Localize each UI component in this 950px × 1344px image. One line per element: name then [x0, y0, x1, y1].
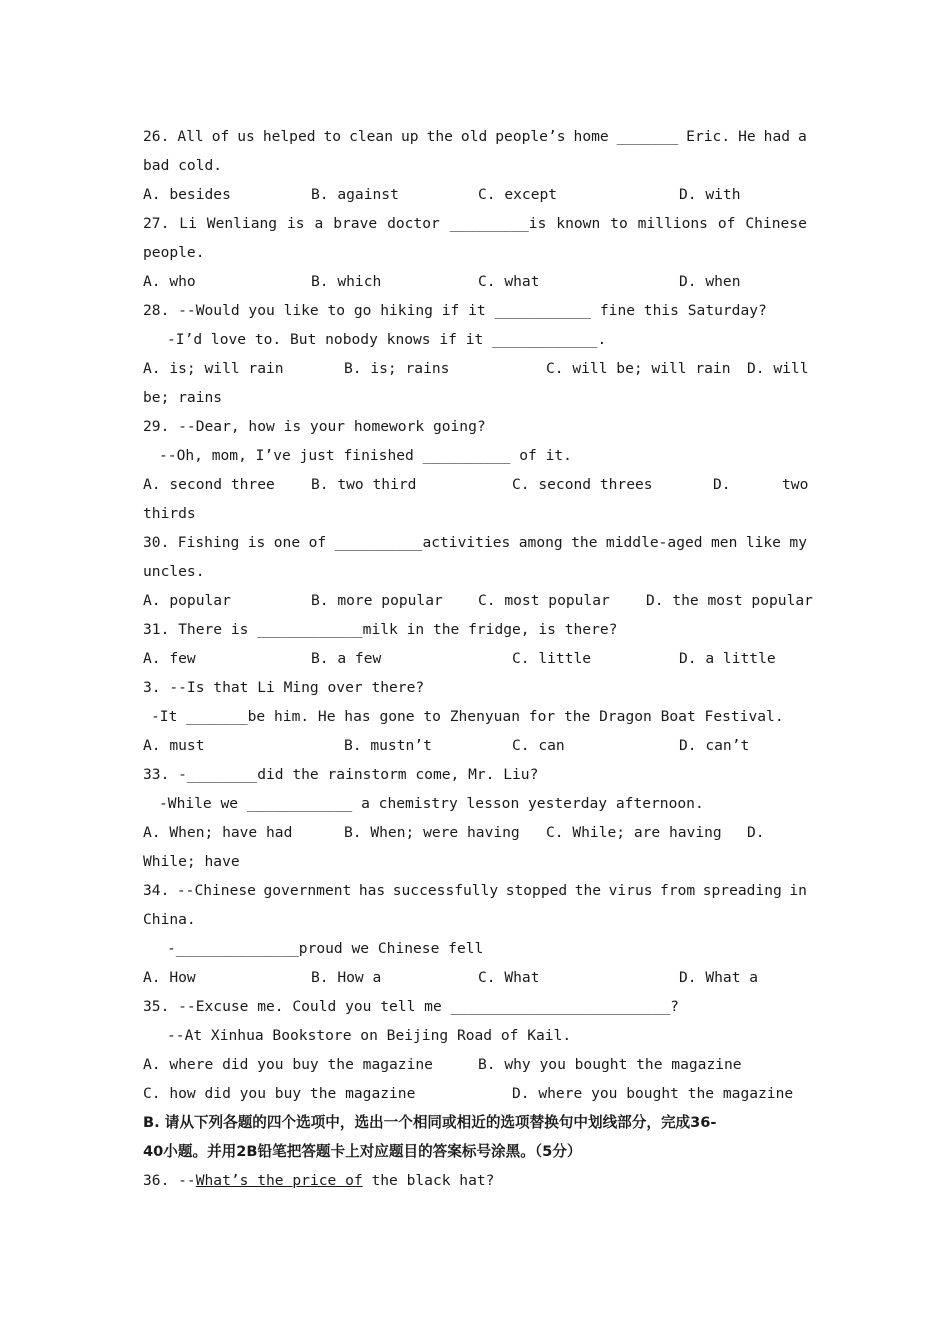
exam-page: [143, 122, 813, 1195]
q33-option-d: D.: [747, 824, 765, 841]
q30-stem-line2: uncles.: [143, 563, 205, 580]
q27-option-b: B. which: [311, 273, 382, 290]
q36-underlined-phrase: What’s the price of: [195, 1172, 363, 1189]
q28-stem-line2: -I’d love to. But nobody knows if it ____________.: [167, 331, 607, 348]
q29-option-b: B. two third: [311, 476, 417, 493]
q27-option-d: D. when: [679, 273, 741, 290]
q36-suffix: the black hat?: [362, 1172, 495, 1189]
q33-stem-line2: -While we ____________ a chemistry lesson yesterday afternoon.: [159, 795, 704, 812]
q33-option-c: C. While; are having: [546, 824, 722, 841]
q32-options: [143, 731, 807, 760]
q28-options-line2: be; rains: [143, 389, 223, 406]
q28-option-a: A. is; will rain: [143, 360, 284, 377]
q29-option-c: C. second threes: [512, 476, 653, 493]
q28-option-b: B. is; rains: [344, 360, 450, 377]
q31-stem-line1: 31. There is ____________milk in the fridge, is there?: [143, 621, 618, 638]
q29-option-d: D.: [713, 476, 731, 493]
q31-option-d: D. a little: [679, 650, 776, 667]
q32-stem-line2: -It _______be him. He has gone to Zhenyuan for the Dragon Boat Festival.: [151, 708, 784, 725]
q29-options-line2: thirds: [143, 505, 196, 522]
q31-option-b: B. a few: [311, 650, 382, 667]
q28-option-c: C. will be; will rain: [546, 360, 731, 377]
q34-options: [143, 963, 807, 992]
q35-option-c: C. how did you buy the magazine: [143, 1085, 416, 1102]
q35-stem-line1: 35. --Excuse me. Could you tell me _________________________?: [143, 998, 679, 1015]
section-b-instructions-line2: 40小题。并用2B铅笔把答题卡上对应题目的答案标号涂黑。（5分）: [143, 1143, 582, 1160]
q27-option-c: C. what: [478, 273, 540, 290]
q30-option-b: B. more popular: [311, 592, 443, 609]
q28-stem-line1: 28. --Would you like to go hiking if it ___________ fine this Saturday?: [143, 302, 767, 319]
q34-option-b: B. How a: [311, 969, 382, 986]
q31-option-c: C. little: [512, 650, 592, 667]
q30-options: [143, 586, 813, 615]
q32-option-d: D. can’t: [679, 737, 750, 754]
q29-option-d-text: two: [782, 476, 809, 493]
q36-prefix: 36. --: [143, 1172, 196, 1189]
q33-stem-line1: 33. -________did the rainstorm come, Mr. Liu?: [143, 766, 539, 783]
q32-option-b: B. mustn’t: [344, 737, 432, 754]
q29-options: [143, 470, 807, 499]
q27-stem-line1: 27. Li Wenliang is a brave doctor _________is known to millions of Chinese: [143, 215, 807, 232]
q29-stem-line2: --Oh, mom, I’ve just finished __________ of it.: [159, 447, 572, 464]
q26-options: [143, 180, 807, 209]
q32-option-a: A. must: [143, 737, 205, 754]
q26-option-b: B. against: [311, 186, 399, 203]
q35-option-b: B. why you bought the magazine: [478, 1056, 742, 1073]
q33-options-line2: While; have: [143, 853, 240, 870]
q26-stem-line1: 26. All of us helped to clean up the old people’s home _______ Eric. He had a: [143, 128, 807, 145]
q35-option-a: A. where did you buy the magazine: [143, 1056, 433, 1073]
q27-stem-line2: people.: [143, 244, 205, 261]
q32-stem-line1: 3. --Is that Li Ming over there?: [143, 679, 425, 696]
q33-option-b: B. When; were having: [344, 824, 520, 841]
q33-options: [143, 818, 807, 847]
q36-stem: [143, 1166, 807, 1195]
q35-options-row1: [143, 1050, 807, 1079]
q35-option-d: D. where you bought the magazine: [512, 1085, 794, 1102]
q27-options: [143, 267, 807, 296]
q30-stem-line1: 30. Fishing is one of __________activities among the middle-aged men like my: [143, 534, 807, 551]
q33-option-a: A. When; have had: [143, 824, 293, 841]
q26-option-c: C. except: [478, 186, 558, 203]
q28-option-d: D. will: [747, 360, 809, 377]
q34-option-c: C. What: [478, 969, 540, 986]
q30-option-a: A. popular: [143, 592, 231, 609]
q30-option-c: C. most popular: [478, 592, 610, 609]
section-b-instructions-line1: B. 请从下列各题的四个选项中，选出一个相同或相近的选项替换句中划线部分，完成36-: [143, 1114, 717, 1131]
q31-options: [143, 644, 807, 673]
q29-option-a: A. second three: [143, 476, 275, 493]
q28-options: [143, 354, 807, 383]
q35-stem-line2: --At Xinhua Bookstore on Beijing Road of Kail.: [167, 1027, 572, 1044]
q34-option-d: D. What a: [679, 969, 759, 986]
q26-option-a: A. besides: [143, 186, 231, 203]
q30-option-d: D. the most popular: [646, 592, 813, 609]
q34-stem-line3: -______________proud we Chinese fell: [167, 940, 484, 957]
q34-stem-line2: China.: [143, 911, 196, 928]
q34-stem-line1: 34. --Chinese government has successfully stopped the virus from spreading in: [143, 882, 807, 899]
q35-options-row2: [143, 1079, 807, 1108]
q26-option-d: D. with: [679, 186, 741, 203]
q32-option-c: C. can: [512, 737, 565, 754]
q29-stem-line1: 29. --Dear, how is your homework going?: [143, 418, 486, 435]
q34-option-a: A. How: [143, 969, 196, 986]
q27-option-a: A. who: [143, 273, 196, 290]
q26-stem-line2: bad cold.: [143, 157, 223, 174]
q31-option-a: A. few: [143, 650, 196, 667]
